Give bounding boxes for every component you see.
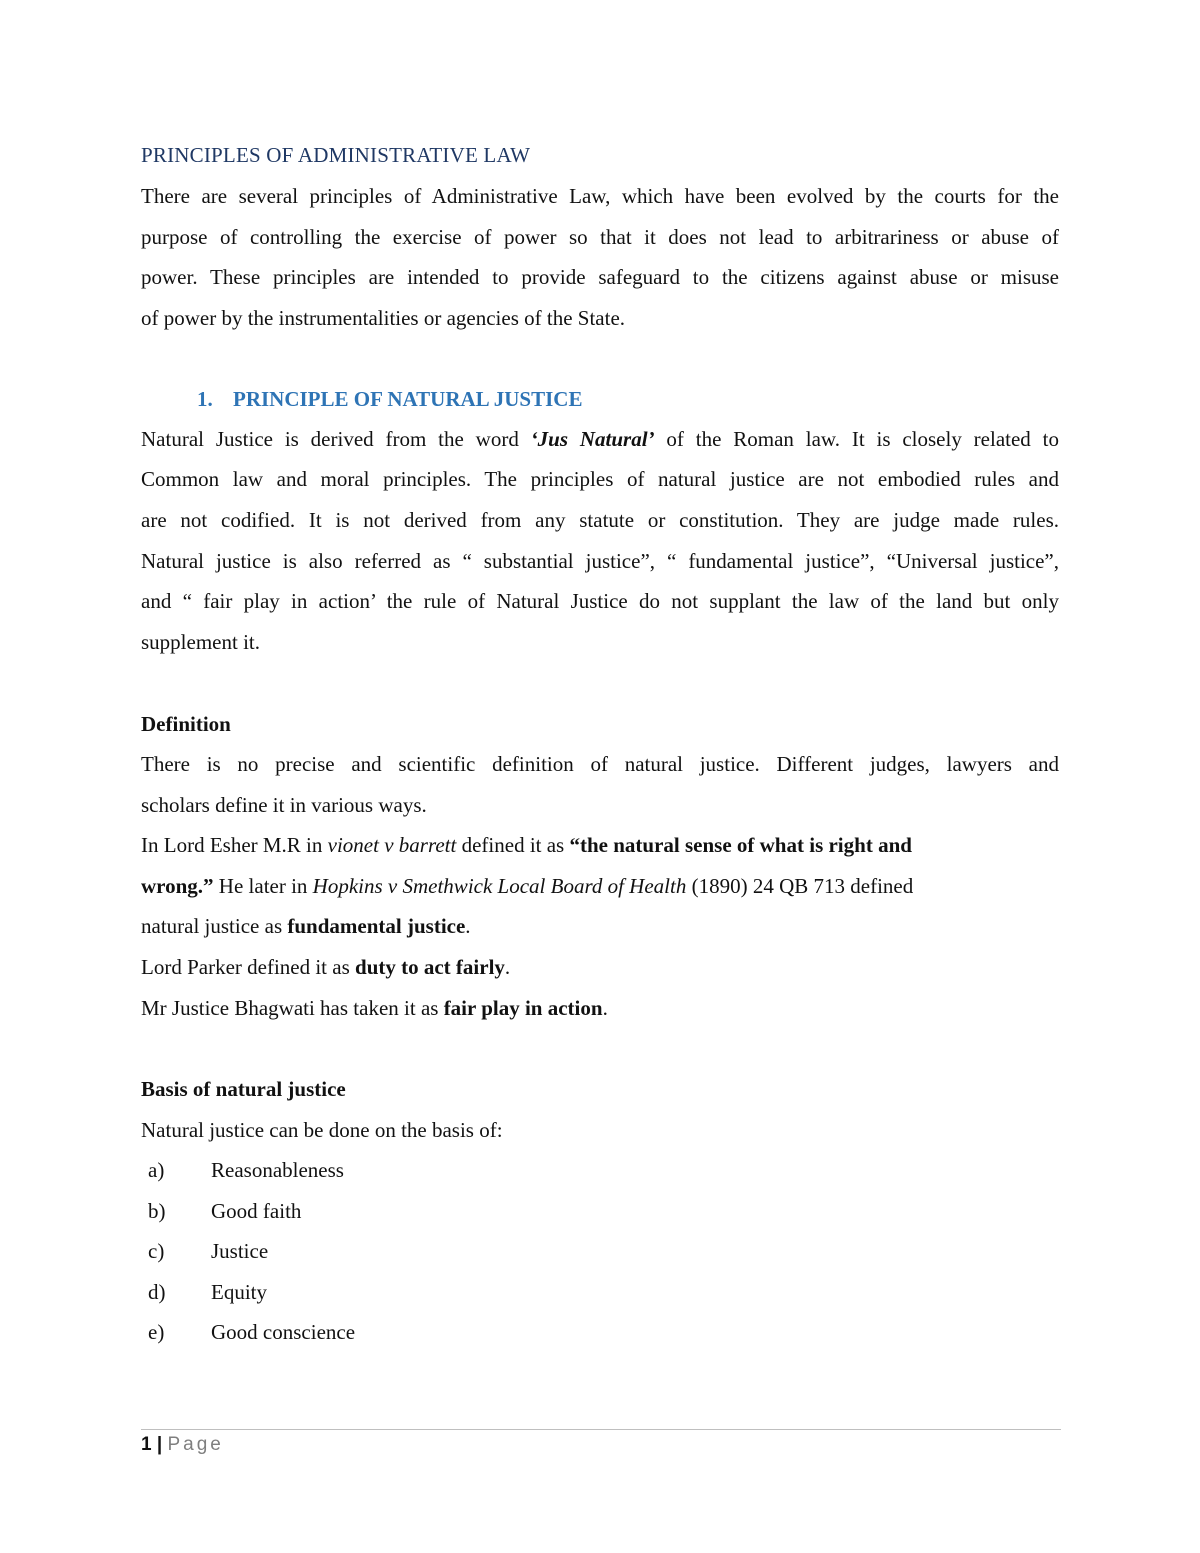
- page-number: 1: [141, 1434, 152, 1455]
- duty-to-act-fairly-term: duty to act fairly: [355, 955, 505, 979]
- document-page: [141, 0, 1059, 1553]
- definition-line-2: scholars define it in various ways.: [141, 793, 427, 817]
- definition-line-4: [141, 874, 913, 898]
- nj-line-3: are not codified. It is not derived from any statute or constitution. They are judge made rules.: [141, 508, 1059, 532]
- esher-quote-end: wrong.”: [141, 874, 214, 898]
- page-title: PRINCIPLES OF ADMINISTRATIVE LAW: [141, 143, 531, 167]
- definition-line-3: [141, 833, 912, 857]
- intro-line-1: There are several principles of Administrative Law, which have been evolved by the courts for the: [141, 184, 1059, 208]
- section-number: 1.: [197, 387, 213, 411]
- nj-line-4: Natural justice is also referred as “ substantial justice”, “ fundamental justice”, “Universal justice”,: [141, 549, 1059, 573]
- case-hopkins: Hopkins v Smethwick Local Board of Health: [312, 874, 687, 898]
- list-item: [141, 1239, 268, 1263]
- list-marker: d): [148, 1280, 166, 1304]
- case-vionet-v-barrett: vionet v barrett: [327, 833, 457, 857]
- intro-line-4: of power by the instrumentalities or agencies of the State.: [141, 306, 626, 330]
- parker-text: Lord Parker defined it as: [141, 955, 356, 979]
- citation-text: (1890) 24 QB 713 defined: [686, 874, 914, 898]
- basis-intro: Natural justice can be done on the basis of:: [141, 1118, 503, 1142]
- nj-line-1-tail: of the Roman law. It is closely related to: [654, 427, 1059, 451]
- list-item-text: Justice: [211, 1239, 269, 1263]
- nj-line-1: [141, 427, 1059, 451]
- section-heading-natural-justice: [141, 387, 582, 411]
- definition-line-6: [141, 955, 510, 979]
- intro-line-2: purpose of controlling the exercise of power so that it does not lead to arbitrariness or abuse of: [141, 225, 1059, 249]
- jus-natural-term: ‘Jus Natural’: [530, 427, 655, 451]
- list-item: [141, 1320, 355, 1344]
- section-heading-text: PRINCIPLE OF NATURAL JUSTICE: [233, 387, 583, 411]
- list-marker: c): [148, 1239, 165, 1263]
- list-marker: a): [148, 1158, 165, 1182]
- list-item: [141, 1280, 267, 1304]
- list-item-text: Equity: [211, 1280, 267, 1304]
- definition-heading: Definition: [141, 712, 231, 736]
- page-label: Page: [167, 1434, 224, 1455]
- list-marker: e): [148, 1320, 165, 1344]
- page-footer: [141, 1434, 224, 1456]
- footer-divider: [141, 1429, 1061, 1430]
- period: .: [504, 955, 511, 979]
- nj-line-1-text: Natural Justice is derived from the word: [141, 427, 531, 451]
- definition-line-7: [141, 996, 608, 1020]
- definition-line-1: There is no precise and scientific definition of natural justice. Different judges, lawyers and: [141, 752, 1059, 776]
- nj-line-6: supplement it.: [141, 630, 260, 654]
- list-marker: b): [148, 1199, 166, 1223]
- list-item: [141, 1199, 301, 1223]
- list-item-text: Good faith: [211, 1199, 302, 1223]
- esher-text: In Lord Esher M.R in: [141, 833, 328, 857]
- footer-separator: |: [156, 1434, 163, 1455]
- esher-quote: “the natural sense of what is right and: [569, 833, 912, 857]
- fair-play-term: fair play in action: [443, 996, 603, 1020]
- defined-text: defined it as: [456, 833, 570, 857]
- basis-heading: Basis of natural justice: [141, 1077, 346, 1101]
- fundamental-justice-term: fundamental justice: [287, 914, 466, 938]
- nj-line-2: Common law and moral principles. The principles of natural justice are not embodied rules and: [141, 467, 1059, 491]
- nj-line-5: and “ fair play in action’ the rule of Natural Justice do not supplant the law of the land but only: [141, 589, 1059, 613]
- later-text: He later in: [213, 874, 313, 898]
- definition-line-5: [141, 914, 471, 938]
- bhagwati-text: Mr Justice Bhagwati has taken it as: [141, 996, 444, 1020]
- list-item-text: Good conscience: [211, 1320, 356, 1344]
- list-item: [141, 1158, 344, 1182]
- intro-line-3: power. These principles are intended to provide safeguard to the citizens against abuse or misuse: [141, 265, 1059, 289]
- nj-as-text: natural justice as: [141, 914, 288, 938]
- period: .: [602, 996, 608, 1020]
- list-item-text: Reasonableness: [211, 1158, 344, 1182]
- period: .: [465, 914, 471, 938]
